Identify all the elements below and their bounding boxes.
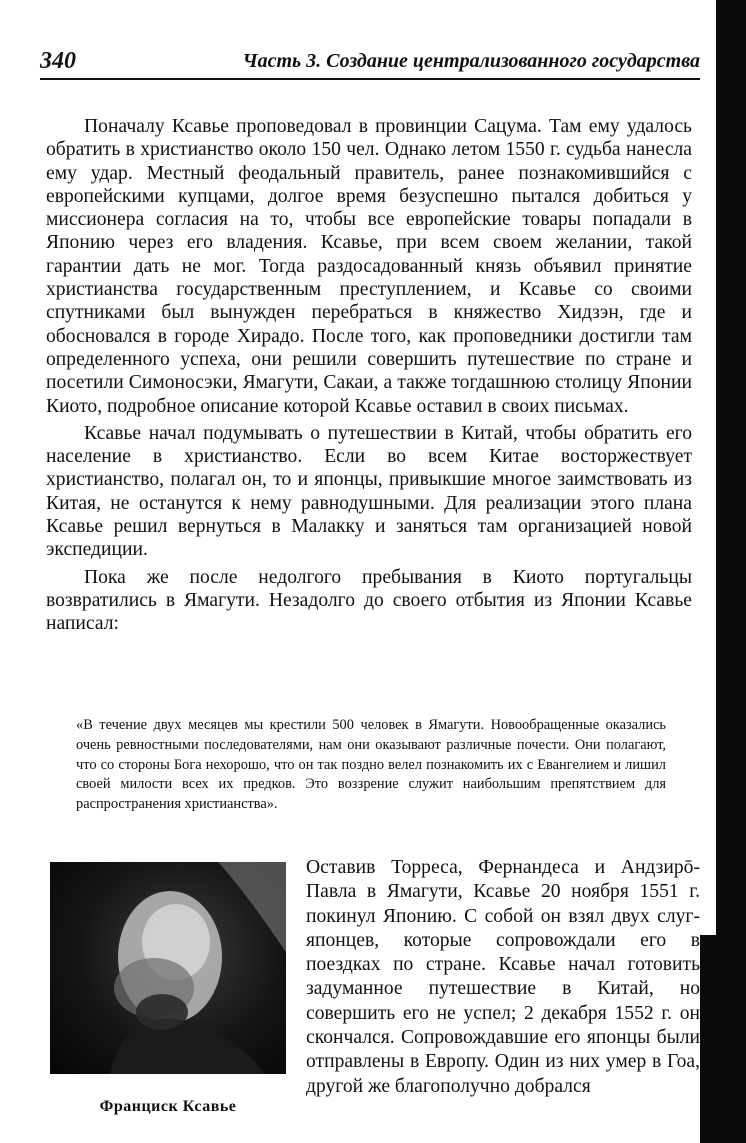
page-number: 340 — [40, 48, 76, 74]
side-text — [306, 856, 700, 1099]
page-header — [40, 44, 700, 80]
portrait-image — [50, 862, 286, 1074]
paragraph: Поначалу Ксавье проповедовал в провинции Сацума. Там ему удалось обратить в христианство около 150 чел. Однако летом 1550 г. судьба нанесла ему удар. Местный феодальный правитель, ранее познакомившийся с европейскими купцами, долгое время безуспешно пытался добиться у миссионера согласия на то, чтобы все европейские товары попадали в Японию через его владения. Ксавье, при всем своем желании, такой гарантии дать не мог. Тогда раздосадованный князь объявил принятие христианства государственным преступлением, и Ксавье со своими спутниками был вынужден перебраться в княжество Хидзэн, где и обосновался в городе Хирадо. После того, как проповедники достигли там определенного успеха, они решили совершить путешествие по стране и посетили Симоносэки, Ямагути, Сакаи, а также тогдашнюю столицу Японии Киото, подробное описание которой Ксавье оставил в своих письмах. — [46, 116, 692, 417]
main-text — [46, 115, 692, 640]
running-title: Часть 3. Создание централизованного государства — [242, 50, 700, 72]
header-rule — [40, 78, 700, 80]
paragraph: Пока же после недолгого пребывания в Киото португальцы возвратились в Ямагути. Незадолго до своего отбытия из Японии Ксавье написал: — [46, 566, 692, 635]
portrait-caption: Франциск Ксавье — [99, 1098, 237, 1115]
paragraph: Ксавье начал подумывать о путешествии в Китай, чтобы обратить его население в христианство. Если во всем Китае восторжествует христианство, полагал он, то и японцы, привыкшие многое заимствовать из Китая, не останутся к нему равнодушными. Для реализации этого плана Ксавье решил вернуться в Малакку и заняться там организацией новой экспедиции. — [46, 422, 692, 561]
letter-quote: «В течение двух месяцев мы крестили 500 человек в Ямагути. Новообращенные оказались очень ревностными последователями, нам они оказывают различные почести. Они полагают, что со стороны Бога нехорошо, что он так поздно велел познакомить их с Евангелием и лишил своей милости всех их предков. Это воззрение служит наибольшим препятствием для распространения христианства». — [76, 717, 666, 813]
scan-edge-shadow-lower — [700, 935, 718, 1143]
paragraph: Оставив Торреса, Фернандеса и Андзирō-Павла в Ямагути, Ксавье 20 ноября 1551 г. покинул Японию. С собой он взял двух слуг-японцев, которые сопровождали его в поездках по стране. Ксавье начал готовить задуманное путешествие в Китай, но совершить его не успел; 2 декабря 1552 г. он скончался. Сопровождавшие его японцы были отправлены в Европу. Один из них умер в Гоа, другой же благополучно добрался — [306, 857, 700, 1097]
scan-edge-shadow — [716, 0, 746, 1143]
